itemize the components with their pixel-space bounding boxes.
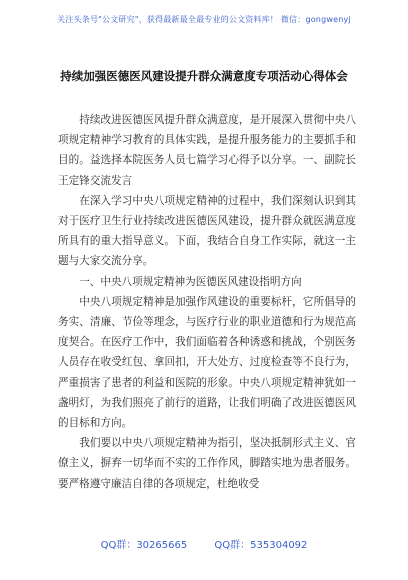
paragraph-guidance: 我们要以中央八项规定精神为指引，坚决抵制形式主义、官僚主义，摒弃一切华而不实的工作作风，脚踏实地为患者服务。要严格遵守廉洁自律的各项规定，杜绝收受 bbox=[58, 437, 356, 490]
section-heading: 一、中央八项规定精神为医德医风建设指明方向 bbox=[79, 275, 302, 288]
footer-contact bbox=[0, 536, 408, 551]
header-note: 关注头条号"公文研究"，获得最新最全最专业的公文资料库！ 微信：gongwenyj bbox=[57, 15, 351, 24]
paragraph-context: 在深入学习中央八项规定精神的过程中，我们深刻认识到其对于医疗卫生行业持续改进医德医风建设，提升群众就医满意度所具有的重大指导意义。下面，我结合自身工作实际，就这一主题与大家交流分享。 bbox=[58, 194, 356, 268]
paragraph-section-one: 中央八项规定精神是加强作风建设的重要标杆，它所倡导的务实、清廉、节俭等理念，与医疗行业的职业道德和行为规范高度契合。在医疗工作中，我们面临着各种诱惑和挑战，个别医务人员存在收受红包、拿回扣，开大处方、过度检查等不良行为，严重损害了患者的利益和医院的形象。中央八项规定精神犹如一盏明灯，为我们照亮了前行的道路，让我们明确了改进医德医风的目标和方向。 bbox=[58, 295, 356, 430]
paragraph-intro: 持续改进医德医风提升群众满意度，是开展深入贯彻中央八项规定精神学习教育的具体实践，是提升服务能力的主要抓手和目的。益选择本院医务人员七篇学习心得予以分享。一、副院长王定锋交流发言 bbox=[58, 114, 356, 187]
document-title: 持续加强医德医风建设提升群众满意度专项活动心得体会 bbox=[60, 69, 348, 83]
footer-qq-group-1: QQ群：30265665 bbox=[100, 540, 188, 551]
footer-qq-group-2: QQ群：535304092 bbox=[214, 540, 308, 551]
document-body bbox=[58, 110, 356, 494]
